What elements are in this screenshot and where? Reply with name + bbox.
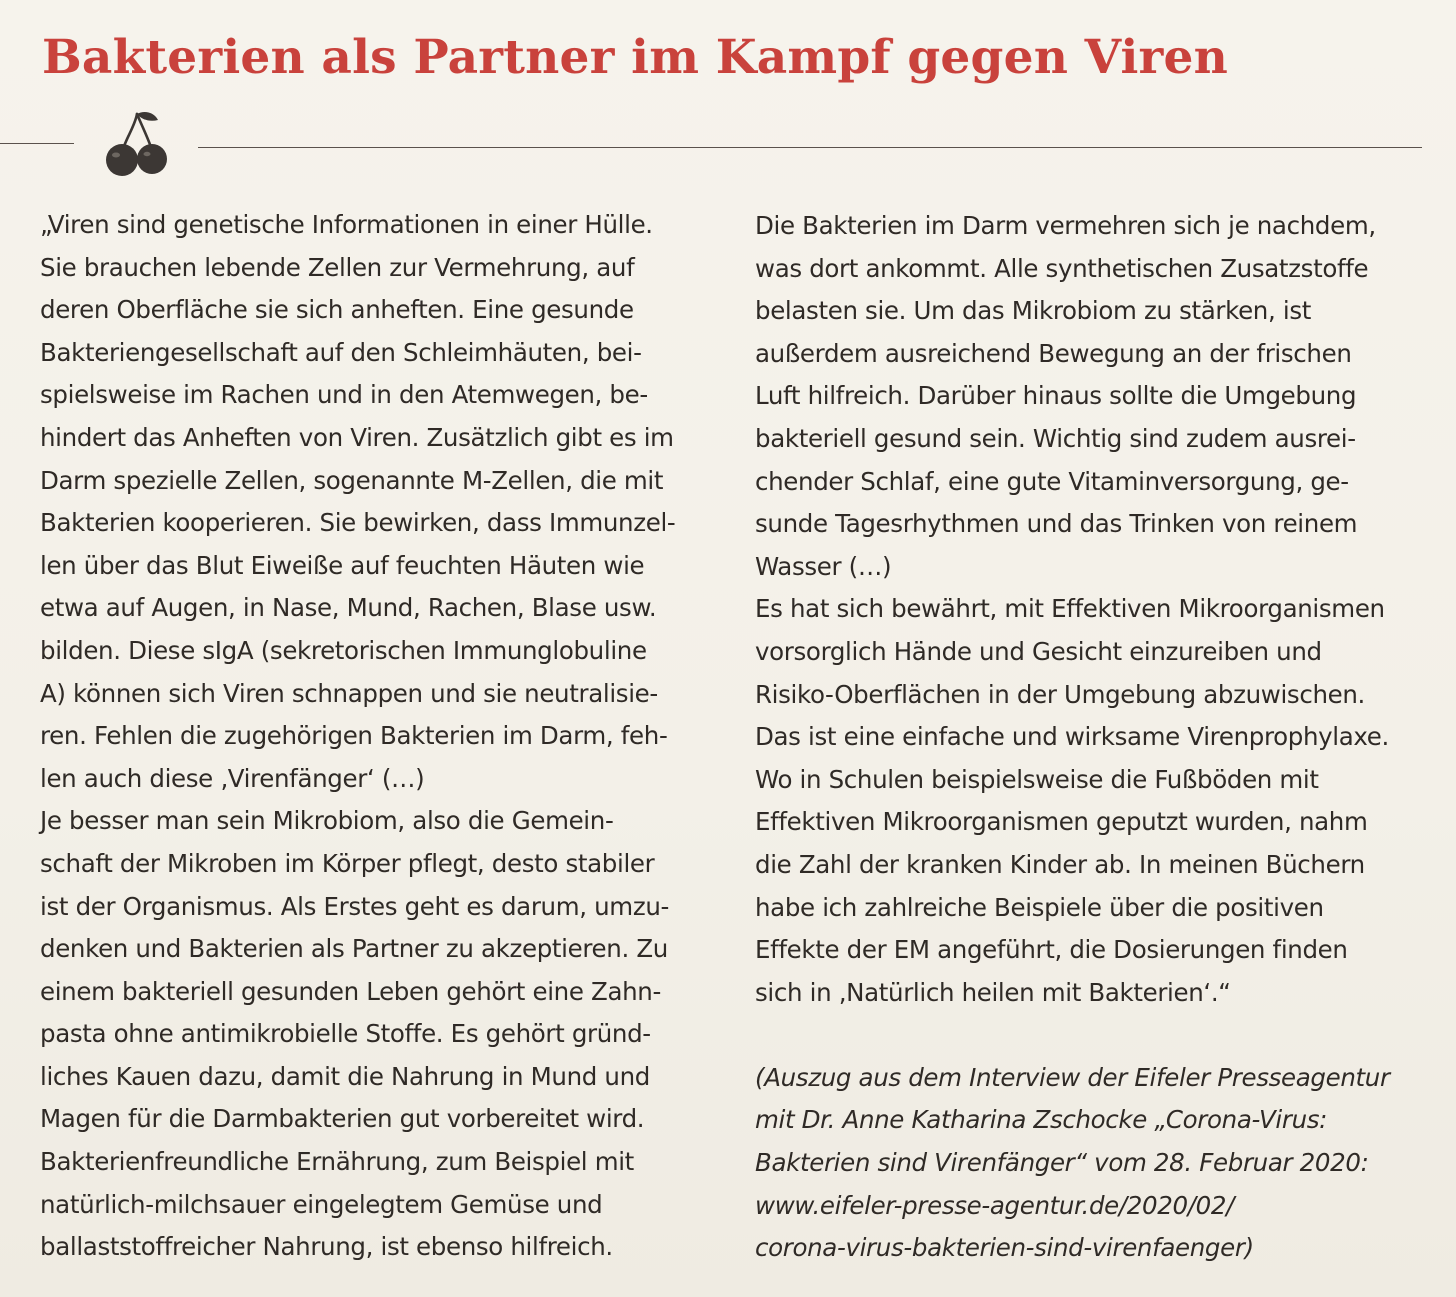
text-line: Bakterien kooperieren. Sie bewirken, dass Immunzel- — [40, 508, 676, 538]
text-line: hindert das Anheften von Viren. Zusätzlich gibt es im — [40, 422, 674, 452]
text-line: Bakteriengesellschaft auf den Schleimhäuten, bei- — [40, 337, 642, 367]
text-line: ballaststoffreicher Nahrung, ist ebenso hilfreich. — [40, 1232, 613, 1262]
text-line: die Zahl der kranken Kinder ab. In meinen Büchern — [755, 849, 1365, 879]
title-divider-right — [198, 147, 1422, 148]
text-line: vorsorglich Hände und Gesicht einzureiben und — [755, 636, 1322, 666]
text-line: deren Oberfläche sie sich anheften. Eine gesunde — [40, 295, 634, 325]
citation-line: www.eifeler-presse-agentur.de/2020/02/ — [755, 1190, 1235, 1220]
cherry-icon — [100, 108, 174, 180]
text-line: Darm spezielle Zellen, sogenannte M-Zellen, die mit — [40, 465, 664, 495]
text-line: Sie brauchen lebende Zellen zur Vermehrung, auf — [40, 252, 635, 282]
text-line: chender Schlaf, eine gute Vitaminversorgung, ge- — [755, 466, 1349, 496]
text-line: spielsweise im Rachen und in den Atemwegen, be- — [40, 380, 648, 410]
text-line: len über das Blut Eiweiße auf feuchten Häuten wie — [40, 550, 645, 580]
text-line: len auch diese ‚Virenfänger‘ (…) — [40, 763, 425, 793]
text-line: schaft der Mikroben im Körper pflegt, desto stabiler — [40, 848, 655, 878]
text-line: ist der Organismus. Als Erstes geht es darum, umzu- — [40, 891, 669, 921]
citation-line: corona-virus-bakterien-sind-virenfaenger) — [755, 1233, 1254, 1263]
text-line: pasta ohne antimikrobielle Stoffe. Es gehört gründ- — [40, 1019, 651, 1049]
text-line: Wo in Schulen beispielsweise die Fußböden mit — [755, 764, 1319, 794]
citation-line: Bakterien sind Virenfänger“ vom 28. Februar 2020: — [755, 1148, 1369, 1178]
text-line: natürlich-milchsauer eingelegtem Gemüse und — [40, 1189, 603, 1219]
text-line: einem bakteriell gesunden Leben gehört eine Zahn- — [40, 976, 661, 1006]
text-line: belasten sie. Um das Mikrobiom zu stärken, ist — [755, 296, 1311, 326]
text-line: etwa auf Augen, in Nase, Mund, Rachen, Blase usw. — [40, 593, 657, 623]
article-title: Bakterien als Partner im Kampf gegen Viren — [42, 30, 1228, 85]
text-line: was dort ankommt. Alle synthetischen Zusatzstoffe — [755, 253, 1369, 283]
article-column-left — [40, 204, 720, 1269]
text-line: Wasser (…) — [755, 551, 892, 581]
paragraph-gap — [755, 1014, 1435, 1057]
text-line: Es hat sich bewährt, mit Effektiven Mikroorganismen — [755, 594, 1385, 624]
citation-line: mit Dr. Anne Katharina Zschocke „Corona-Virus: — [755, 1105, 1328, 1135]
text-line: Das ist eine einfache und wirksame Virenprophylaxe. — [755, 722, 1389, 752]
text-line: Magen für die Darmbakterien gut vorbereitet wird. — [40, 1104, 645, 1134]
text-line: Je besser man sein Mikrobiom, also die Gemein- — [40, 806, 614, 836]
text-line: habe ich zahlreiche Beispiele über die positiven — [755, 892, 1324, 922]
text-line: denken und Bakterien als Partner zu akzeptieren. Zu — [40, 934, 668, 964]
text-line: sunde Tagesrhythmen und das Trinken von reinem — [755, 509, 1358, 539]
text-line: außerdem ausreichend Bewegung an der frischen — [755, 338, 1352, 368]
text-line: Die Bakterien im Darm vermehren sich je nachdem, — [755, 211, 1376, 240]
text-line: sich in ‚Natürlich heilen mit Bakterien‘.“ — [755, 977, 1231, 1007]
text-line: A) können sich Viren schnappen und sie neutralisie- — [40, 678, 658, 708]
text-line: Bakterienfreundliche Ernährung, zum Beispiel mit — [40, 1147, 634, 1177]
article-column-right — [755, 205, 1435, 1270]
text-line: liches Kauen dazu, damit die Nahrung in Mund und — [40, 1061, 650, 1091]
text-line: bilden. Diese sIgA (sekretorischen Immunglobuline — [40, 635, 647, 665]
title-divider-left — [0, 143, 74, 144]
text-line: Effektiven Mikroorganismen geputzt wurden, nahm — [755, 807, 1368, 837]
text-line: Risiko-Oberflächen in der Umgebung abzuwischen. — [755, 679, 1365, 709]
citation-line: (Auszug aus dem Interview der Eifeler Presseagentur — [755, 1062, 1390, 1092]
text-line: ren. Fehlen die zugehörigen Bakterien im Darm, feh- — [40, 721, 668, 751]
text-line: „Viren sind genetische Informationen in einer Hülle. — [40, 210, 653, 239]
text-line: bakteriell gesund sein. Wichtig sind zudem ausrei- — [755, 423, 1356, 453]
text-line: Effekte der EM angeführt, die Dosierungen finden — [755, 935, 1348, 965]
text-line: Luft hilfreich. Darüber hinaus sollte die Umgebung — [755, 381, 1357, 411]
